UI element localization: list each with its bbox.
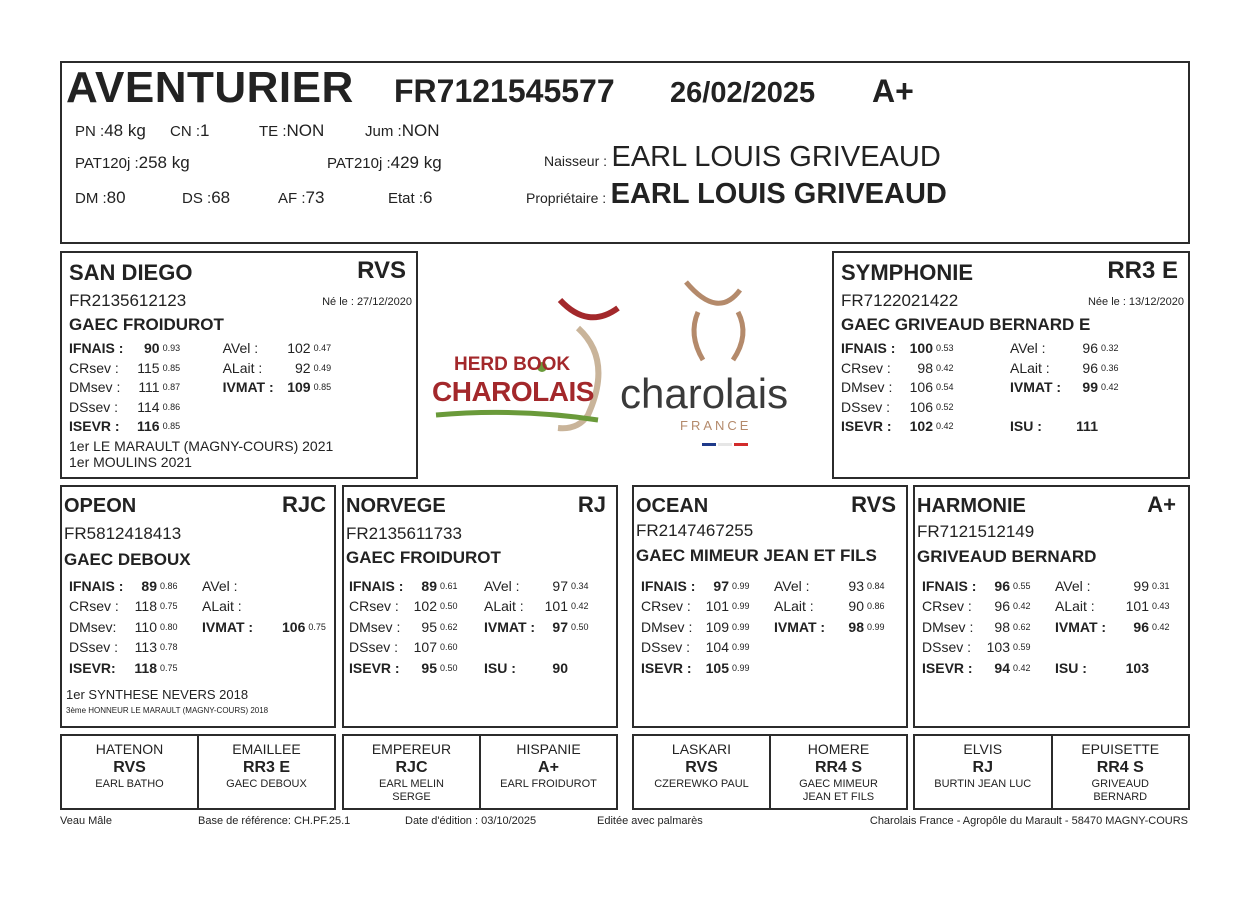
great-grandparents-group-4 — [913, 734, 1190, 810]
gp-name: NORVEGE — [346, 495, 446, 517]
ggp-card: ELVIS RJ BURTIN JEAN LUC — [934, 741, 1032, 790]
flag-white-icon — [718, 443, 732, 446]
gp-grade: RVS — [851, 492, 896, 517]
gp-index-table: IFNAIS : 89 0.86 AVel : CRsev : 118 0.75 ALait : DMsev: 110 0.80 IVMAT : 106 0.75 DSsev : 113 0.78 ISEVR: 118 0.75 — [69, 577, 326, 676]
pat120-field: PAT120j :258 kg — [75, 153, 190, 172]
sire-award-1: 1er LE MARAULT (MAGNY-COURS) 2021 — [69, 438, 334, 454]
dam-card — [832, 251, 1190, 479]
animal-birth-date: 26/02/2025 — [670, 77, 816, 109]
ggp-card: LASKARI RVS CZEREWKO PAUL — [654, 741, 749, 790]
etat-field: Etat :6 — [388, 188, 433, 207]
footer-organization: Charolais France - Agropôle du Marault - 58470 MAGNY-COURS — [869, 815, 1188, 827]
gp-grade: RJ — [577, 492, 606, 517]
dam-grade: RR3 E — [1107, 257, 1178, 284]
grandparent-card-norvege — [342, 485, 618, 728]
gp-name: HARMONIE — [917, 495, 1026, 517]
proprietaire-field: Propriétaire : EARL LOUIS GRIVEAUD — [526, 178, 947, 210]
sire-index-table: IFNAIS : 90 0.93 AVel : 102 0.47 CRsev : 115 0.85 ALait : 92 0.49 DMsev : 111 0.87 IVMAT : 109 0.85 DSsev : 114 0.86 ISEVR : 116 0.85 — [69, 340, 332, 434]
gp-index-table: IFNAIS : 96 0.55 AVel : 99 0.31 CRsev : 96 0.42 ALait : 101 0.43 DMsev : 98 0.62 IVMAT : 96 0.42 DSsev : 103 0.59 ISEVR : 94 0.42 ISU : 103 — [922, 577, 1170, 676]
sire-name: SAN DIEGO — [69, 260, 193, 285]
gp-owner: GRIVEAUD BERNARD — [917, 547, 1097, 566]
sire-id: FR2135612123 — [69, 291, 187, 310]
gp-owner: GAEC MIMEUR JEAN ET FILS — [636, 546, 877, 565]
gp-index-table: IFNAIS : 97 0.99 AVel : 93 0.84 CRsev : 101 0.99 ALait : 90 0.86 DMsev : 109 0.99 IVMAT : 98 0.99 DSsev : 104 0.99 ISEVR : 105 0.99 — [641, 577, 885, 676]
cn-field: CN :1 — [170, 121, 210, 140]
gp-grade: A+ — [1147, 492, 1176, 517]
charolais-horns-icon — [686, 282, 740, 303]
france-text: FRANCE — [680, 418, 752, 433]
charolais-head-left-icon — [694, 312, 703, 360]
sire-grade: RVS — [357, 257, 406, 284]
te-field: TE :NON — [259, 121, 325, 140]
logo-area — [428, 280, 828, 470]
charolais-head-right-icon — [733, 312, 743, 360]
jum-field: Jum :NON — [365, 121, 440, 140]
gp-id: FR7121512149 — [917, 522, 1035, 541]
sire-owner: GAEC FROIDUROT — [69, 315, 224, 334]
grandparent-card-harmonie — [913, 485, 1190, 728]
pat210-field: PAT210j :429 kg — [327, 153, 442, 172]
gp-owner: GAEC FROIDUROT — [346, 548, 501, 567]
gp-grade: RJC — [281, 492, 326, 517]
footer-base: Base de référence: CH.PF.25.1 — [198, 815, 351, 827]
gp-owner: GAEC DEBOUX — [64, 550, 191, 569]
great-grandparents-group-1 — [60, 734, 336, 810]
dam-name: SYMPHONIE — [841, 260, 974, 285]
grandparent-card-ocean — [632, 485, 908, 728]
animal-grade: A+ — [872, 73, 914, 109]
ggp-card: HISPANIE A+ EARL FROIDUROT — [479, 736, 616, 808]
animal-name: AVENTURIER — [66, 63, 354, 112]
footer-palmares: Editée avec palmarès — [597, 815, 703, 827]
ggp-card: HOMERE RR4 S GAEC MIMEUR JEAN ET FILS — [769, 736, 906, 808]
animal-header — [60, 61, 1190, 244]
dam-owner: GAEC GRIVEAUD BERNARD E — [841, 315, 1091, 334]
ggp-card: EMPEREUR RJC EARL MELIN SERGE — [371, 741, 452, 803]
pn-field: PN :48 kg — [75, 121, 146, 140]
charolais-text: charolais — [620, 370, 789, 417]
ggp-card: EMAILLEE RR3 E GAEC DEBOUX — [197, 736, 334, 808]
gp-award-1: 1er SYNTHESE NEVERS 2018 — [66, 687, 249, 702]
sire-award-2: 1er MOULINS 2021 — [69, 454, 192, 470]
sire-birth-date: Né le : 27/12/2020 — [322, 296, 412, 308]
flag-red-icon — [734, 443, 748, 446]
herdbook-underline-icon — [436, 412, 598, 420]
gp-name: OCEAN — [636, 495, 709, 517]
gp-id: FR2147467255 — [636, 521, 754, 540]
animal-id: FR7121545577 — [394, 73, 615, 109]
sire-card — [60, 251, 418, 479]
ds-field: DS :68 — [182, 188, 231, 207]
ggp-card: EPUISETTE RR4 S GRIVEAUD BERNARD — [1051, 736, 1189, 808]
gp-award-2: 3ème HONNEUR LE MARAULT (MAGNY-COURS) 2018 — [66, 706, 269, 715]
gp-id: FR5812418413 — [64, 524, 182, 543]
gp-index-table: IFNAIS : 89 0.61 AVel : 97 0.34 CRsev : 102 0.50 ALait : 101 0.42 DMsev : 95 0.62 IVMAT : 97 0.50 DSsev : 107 0.60 ISEVR : 95 0.50 ISU : 90 — [349, 577, 589, 676]
herdbook-main-text: CHAROLAIS — [432, 376, 594, 407]
dm-field: DM :80 — [75, 188, 126, 207]
footer-edition-date: Date d'édition : 03/10/2025 — [405, 815, 537, 827]
af-field: AF :73 — [278, 188, 325, 207]
dam-birth-date: Née le : 13/12/2020 — [1087, 296, 1184, 308]
ggp-card: HATENON RVS EARL BATHO — [95, 741, 164, 790]
flag-blue-icon — [702, 443, 716, 446]
gp-name: OPEON — [64, 495, 137, 517]
dam-id: FR7122021422 — [841, 291, 959, 310]
naisseur-field: Naisseur : EARL LOUIS GRIVEAUD — [544, 141, 941, 173]
herdbook-swoosh-icon — [560, 300, 618, 317]
footer-sex: Veau Mâle — [60, 815, 112, 827]
dam-index-table: IFNAIS : 100 0.53 AVel : 96 0.32 CRsev : 98 0.42 ALait : 96 0.36 DMsev : 106 0.54 IVMAT : 99 0.42 DSsev : 106 0.52 ISEVR : 102 0.42 ISU : 111 — [841, 340, 1119, 434]
great-grandparents-group-2 — [342, 734, 618, 810]
gp-id: FR2135611733 — [346, 524, 462, 543]
grandparent-card-opeon — [60, 485, 336, 728]
great-grandparents-group-3 — [632, 734, 908, 810]
herdbook-top-text: HERD BOOK — [454, 354, 571, 375]
